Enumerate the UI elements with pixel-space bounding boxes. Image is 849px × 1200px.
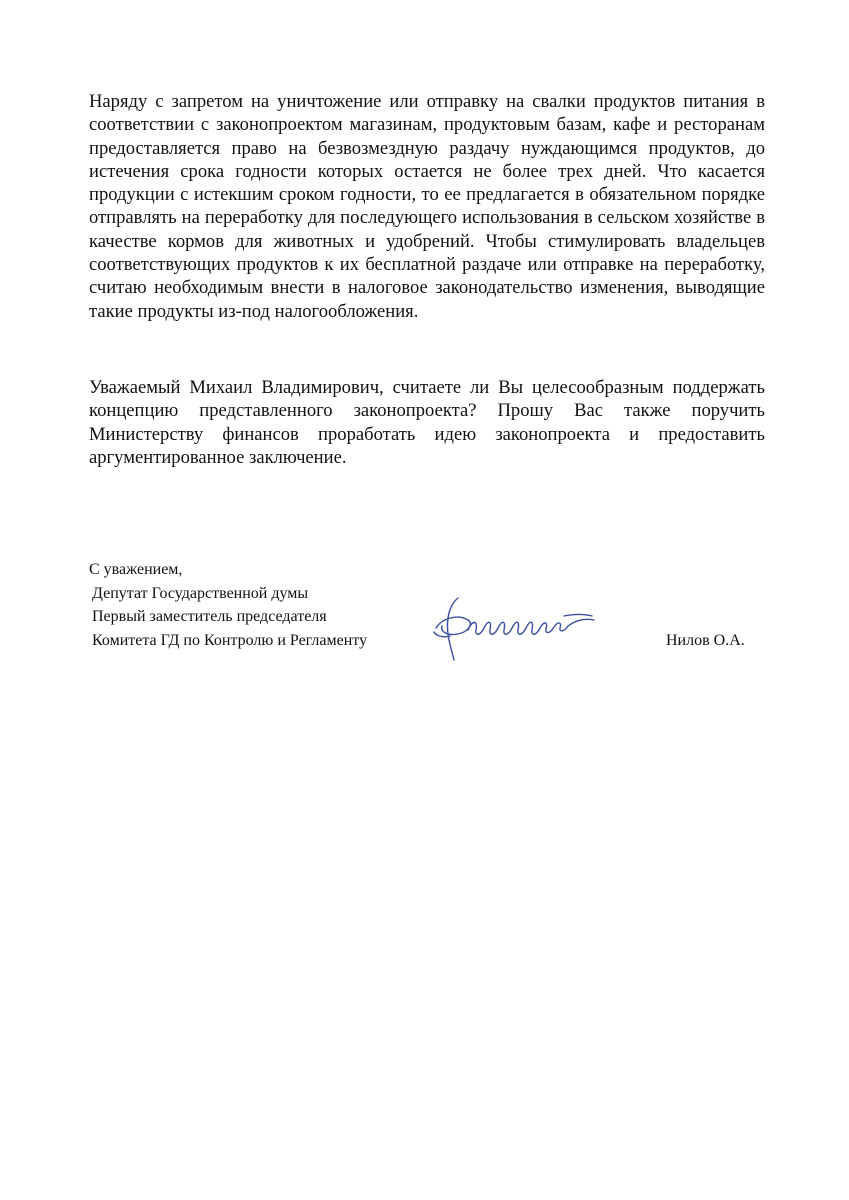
signer-title-line-1: Депутат Государственной думы (92, 584, 309, 602)
signer-title-line-3: Комитета ГД по Контролю и Регламенту (92, 631, 368, 649)
closing-salutation: С уважением, (89, 561, 183, 578)
letter-paragraph-1: Наряду с запретом на уничтожение или отправку на свалки продуктов питания в соответствии с законопроектом магазинам, продуктовым базам, кафе и ресторанам предоставляется право на безвозмездную раздачу нуждающимся продуктов, до истечения срока годности которых остается не более трех дней. Что касается продукции с истекшим сроком годности, то ее предлагается в обязательном порядке отправлять на переработку для последующего использования в сельском хозяйстве в качестве кормов для животных и удобрений. Чтобы стимулировать владельцев соответствующих продуктов к их бесплатной раздаче или отправке на переработку, считаю необходимым внести в налоговое законодательство изменения, выводящие такие продукты из-под налогообложения. (89, 91, 765, 322)
signer-title-line-2: Первый заместитель председателя (92, 608, 327, 625)
closing-block (89, 558, 367, 652)
letter-paragraph-2: Уважаемый Михаил Владимирович, считаете ли Вы целесообразным поддержать концепцию представленного законопроекта? Прошу Вас также поручить Министерству финансов проработать идею законопроекта и предоставить аргументированное заключение. (89, 377, 765, 468)
handwritten-signature-icon (428, 590, 598, 668)
signer-name: Нилов О.А. (666, 632, 745, 649)
